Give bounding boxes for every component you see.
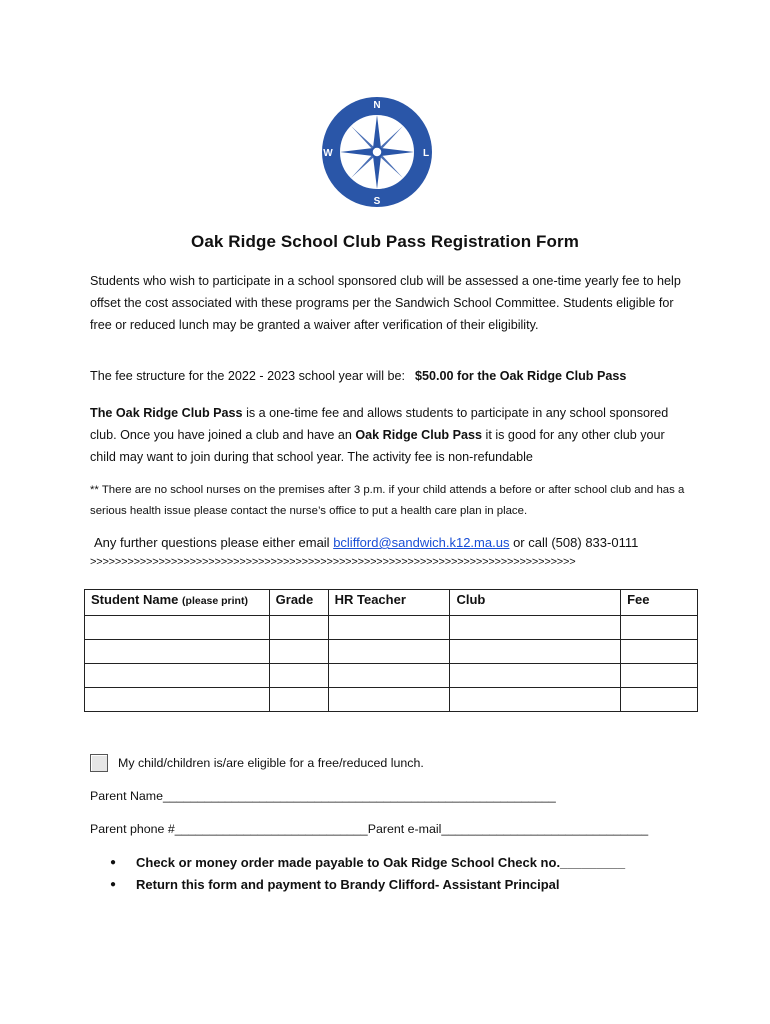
arrow-divider: >>>>>>>>>>>>>>>>>>>>>>>>>>>>>>>>>>>>>>>>>>>>>>>>>>>>>>>>>>>>>>>>>>>>>>>>>>>>>> <box>90 556 576 568</box>
fee-amount: $50.00 for the Oak Ridge Club Pass <box>415 369 627 383</box>
logo-letter-north: N <box>373 100 381 111</box>
column-header-label: Student Name <box>91 592 179 607</box>
lunch-eligibility-label: My child/children is/are eligible for a free/reduced lunch. <box>118 756 424 770</box>
fee-cell[interactable] <box>621 664 698 688</box>
contact-email-link[interactable]: bclifford@sandwich.k12.ma.us <box>333 535 510 550</box>
parent-name-field[interactable]: Parent Name_________________________________________________________ <box>90 789 556 803</box>
fee-cell[interactable] <box>621 640 698 664</box>
grade-cell[interactable] <box>269 688 328 712</box>
club-pass-name: The Oak Ridge Club Pass <box>90 406 243 420</box>
parent-contact-field[interactable]: Parent phone #____________________________Parent e-mail______________________________ <box>90 822 649 836</box>
club-cell[interactable] <box>450 616 621 640</box>
grade-cell[interactable] <box>269 640 328 664</box>
column-header-hr-teacher: HR Teacher <box>328 590 450 616</box>
list-item: ● Check or money order made payable to Oak Ridge School Check no._________ <box>110 852 625 874</box>
table-row <box>85 640 698 664</box>
contact-suffix: or call (508) 833-0111 <box>509 535 639 550</box>
lunch-eligibility-checkbox[interactable] <box>90 754 108 772</box>
fee-structure-text: The fee structure for the 2022 - 2023 school year will be: <box>90 369 406 383</box>
hr-teacher-cell[interactable] <box>328 640 450 664</box>
club-cell[interactable] <box>450 664 621 688</box>
club-cell[interactable] <box>450 640 621 664</box>
column-header-fee: Fee <box>621 590 698 616</box>
table-row <box>85 616 698 640</box>
grade-cell[interactable] <box>269 616 328 640</box>
student-registration-table <box>84 589 698 712</box>
contact-line <box>94 535 638 550</box>
school-logo-compass <box>320 95 434 209</box>
table-row <box>85 664 698 688</box>
fee-cell[interactable] <box>621 616 698 640</box>
club-pass-paragraph <box>90 402 690 468</box>
column-header-club: Club <box>450 590 621 616</box>
contact-prefix: Any further questions please either email <box>94 535 334 550</box>
logo-letter-south: S <box>373 196 381 207</box>
student-name-cell[interactable] <box>85 640 270 664</box>
form-title: Oak Ridge School Club Pass Registration Form <box>191 232 579 251</box>
instructions-list <box>110 852 625 896</box>
column-header-grade: Grade <box>269 590 328 616</box>
student-name-cell[interactable] <box>85 664 270 688</box>
column-header-sub: (please print) <box>182 595 248 607</box>
club-pass-text-1: is a one-time fee and allows students to participate in any school sponsored club. Once you have joined a club and have an <box>90 406 669 442</box>
hr-teacher-cell[interactable] <box>328 616 450 640</box>
logo-letter-east: L <box>422 148 430 159</box>
club-cell[interactable] <box>450 688 621 712</box>
club-pass-text-2: it is good for any other club your child may want to join during that school year. The activity fee is non-refundable <box>90 428 665 464</box>
student-name-cell[interactable] <box>85 616 270 640</box>
nurse-note: ** There are no school nurses on the premises after 3 p.m. if your child attends a before or after school club and has a serious health issue please contact the nurse’s office to put a health care plan in place. <box>90 484 685 517</box>
table-header-row <box>85 590 698 616</box>
fee-cell[interactable] <box>621 688 698 712</box>
intro-paragraph: Students who wish to participate in a school sponsored club will be assessed a one-time yearly fee to help offset the cost associated with these programs per the Sandwich School Committee. Students eligible for free or reduced lunch may be granted a waiver after verification of their eligibility. <box>90 274 681 332</box>
student-name-cell[interactable] <box>85 688 270 712</box>
list-item: ● Return this form and payment to Brandy Clifford- Assistant Principal <box>110 874 625 896</box>
hr-teacher-cell[interactable] <box>328 688 450 712</box>
club-pass-name-2: Oak Ridge Club Pass <box>355 428 483 442</box>
hr-teacher-cell[interactable] <box>328 664 450 688</box>
grade-cell[interactable] <box>269 664 328 688</box>
column-header-student-name <box>85 590 270 616</box>
table-row <box>85 688 698 712</box>
logo-letter-west: W <box>323 148 333 159</box>
lunch-eligibility-row <box>90 754 424 772</box>
fee-structure-line <box>90 369 626 383</box>
